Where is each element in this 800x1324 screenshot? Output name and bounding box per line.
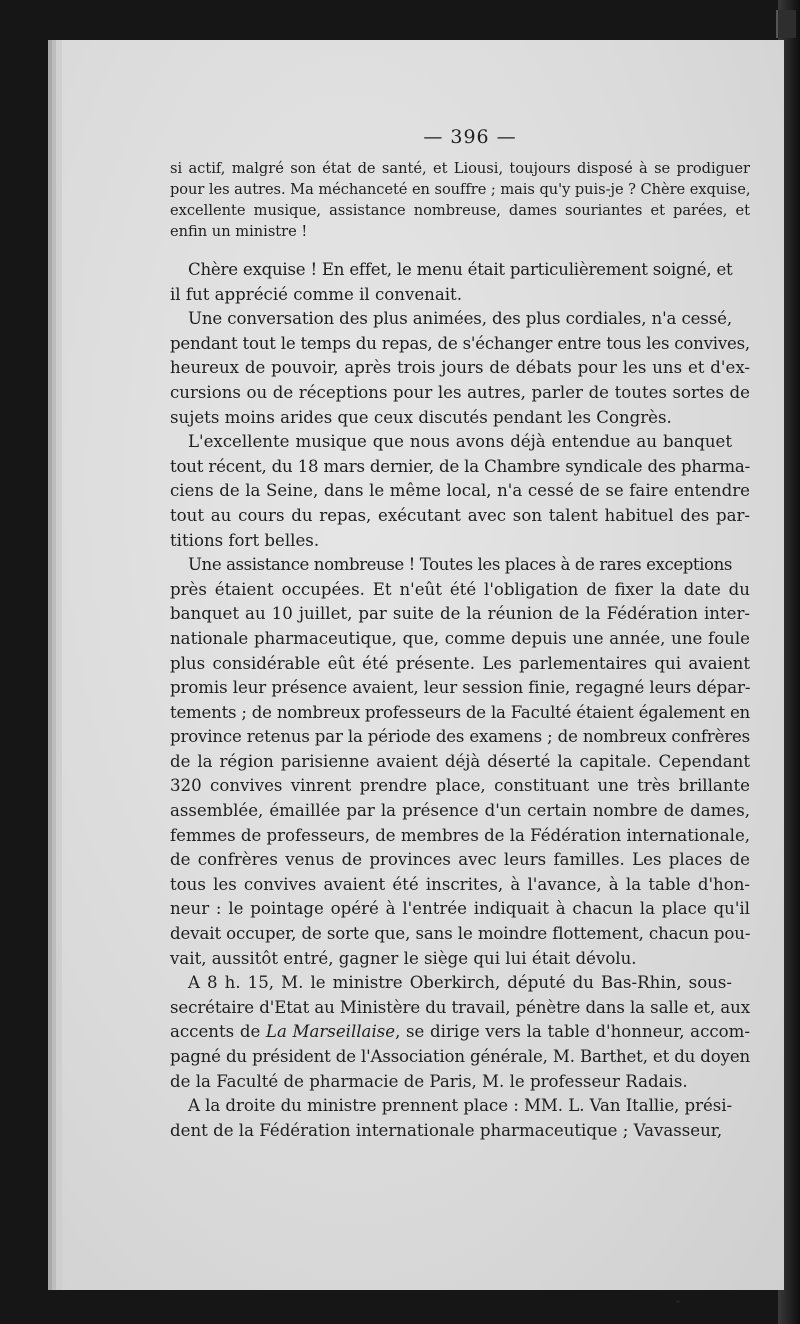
text-line: près étaient occupées. Et n'eût été l'obligation de fixer la date du	[170, 579, 750, 599]
text-line: Chère exquise ! En effet, le menu était particulièrement soigné, et	[188, 260, 733, 279]
text-line: 320 convives vinrent prendre place, constituant une très brillante	[170, 776, 750, 796]
text-line: pour les autres. Ma méchanceté en souffre ; mais qu'y puis-je ? Chère exquise,	[170, 181, 751, 198]
paragraph	[170, 307, 750, 430]
text-line: Une assistance nombreuse ! Toutes les places à de rares exceptions	[188, 555, 732, 575]
text-line: heureux de pouvoir, après trois jours de débats pour les uns et d'ex-	[170, 358, 750, 378]
text-line: neur : le pointage opéré à l'entrée indiquait à chacun la place qu'il	[170, 899, 750, 919]
text-line: tout au cours du repas, exécutant avec son talent habituel des par-	[170, 505, 750, 525]
text-line: nationale pharmaceutique, que, comme depuis une année, une foule	[170, 628, 750, 648]
ink-speck	[676, 1300, 680, 1303]
paragraph	[170, 258, 750, 307]
text-line: il fut apprécié comme il convenait.	[170, 284, 462, 304]
paragraph	[170, 430, 750, 553]
text-line: enfin un ministre !	[170, 223, 308, 240]
text-line: vait, aussitôt entré, gagner le siège qui lui était dévolu.	[170, 948, 637, 968]
text-line: dent de la Fédération internationale pharmaceutique ; Vavasseur,	[170, 1120, 723, 1140]
text-line: de la Faculté de pharmacie de Paris, M. le professeur Radais.	[170, 1071, 688, 1091]
text-line: ciens de la Seine, dans le même local, n'a cessé de se faire entendre	[170, 481, 750, 501]
page-stack-edge	[50, 40, 62, 1290]
text-line: titions fort belles.	[170, 530, 320, 550]
text-line: cursions ou de réceptions pour les autres, parler de toutes sortes de	[170, 382, 750, 402]
paragraph-container	[170, 158, 750, 1143]
text-line: A 8 h. 15, M. le ministre Oberkirch, député du Bas-Rhin, sous-	[188, 973, 732, 993]
text-line: tements ; de nombreux professeurs de la Faculté étaient également en	[170, 702, 750, 722]
text-line: pendant tout le temps du repas, de s'échanger entre tous les convives,	[170, 333, 750, 353]
text-line: femmes de professeurs, de membres de la Fédération internationale,	[170, 825, 750, 845]
text-line: tous les convives avaient été inscrites, à l'avance, à la table d'hon-	[170, 874, 750, 894]
text-line: province retenus par la période des examens ; de nombreux confrères	[170, 727, 750, 747]
paragraph-gap	[170, 242, 750, 258]
paragraph	[170, 971, 750, 1094]
text-line: si actif, malgré son état de santé, et Liousi, toujours disposé à se prodiguer	[170, 160, 750, 177]
text-line: sujets moins arides que ceux discutés pendant les Congrès.	[170, 407, 672, 427]
text-line: pagné du président de l'Association générale, M. Barthet, et du doyen	[170, 1047, 750, 1066]
text-line: assemblée, émaillée par la présence d'un certain nombre de dames,	[170, 801, 750, 821]
paragraph	[170, 553, 750, 971]
text-line: excellente musique, assistance nombreuse, dames souriantes et parées, et	[170, 202, 750, 219]
text-line: Une conversation des plus animées, des plus cordiales, n'a cessé,	[188, 309, 732, 329]
text-line: plus considérable eût été présente. Les parlementaires qui avaient	[170, 653, 750, 673]
text-line: accents de La Marseillaise, se dirige vers la table d'honneur, accom-	[170, 1022, 750, 1042]
text-line: tout récent, du 18 mars dernier, de la Chambre syndicale des pharma-	[170, 456, 750, 476]
paragraph	[170, 158, 750, 242]
binding-tab	[776, 10, 796, 38]
text-line: devait occuper, de sorte que, sans le moindre flottement, chacun pou-	[170, 924, 751, 944]
text-line: promis leur présence avaient, leur session finie, regagné leurs dépar-	[170, 678, 751, 698]
text-line: secrétaire d'Etat au Ministère du travail, pénètre dans la salle et, aux	[170, 997, 750, 1017]
page-text	[170, 126, 750, 1143]
text-line: L'excellente musique que nous avons déjà entendue au banquet	[188, 432, 732, 452]
text-line: de confrères venus de provinces avec leurs familles. Les places de	[170, 850, 750, 870]
text-line: A la droite du ministre prennent place : MM. L. Van Itallie, prési-	[188, 1096, 732, 1116]
italic-title: La Marseillaise	[265, 1022, 396, 1042]
text-line: banquet au 10 juillet, par suite de la réunion de la Fédération inter-	[170, 604, 750, 624]
text-line: de la région parisienne avaient déjà déserté la capitale. Cependant	[170, 751, 750, 771]
paragraph	[170, 1094, 750, 1143]
page-number: — 396 —	[423, 126, 517, 148]
